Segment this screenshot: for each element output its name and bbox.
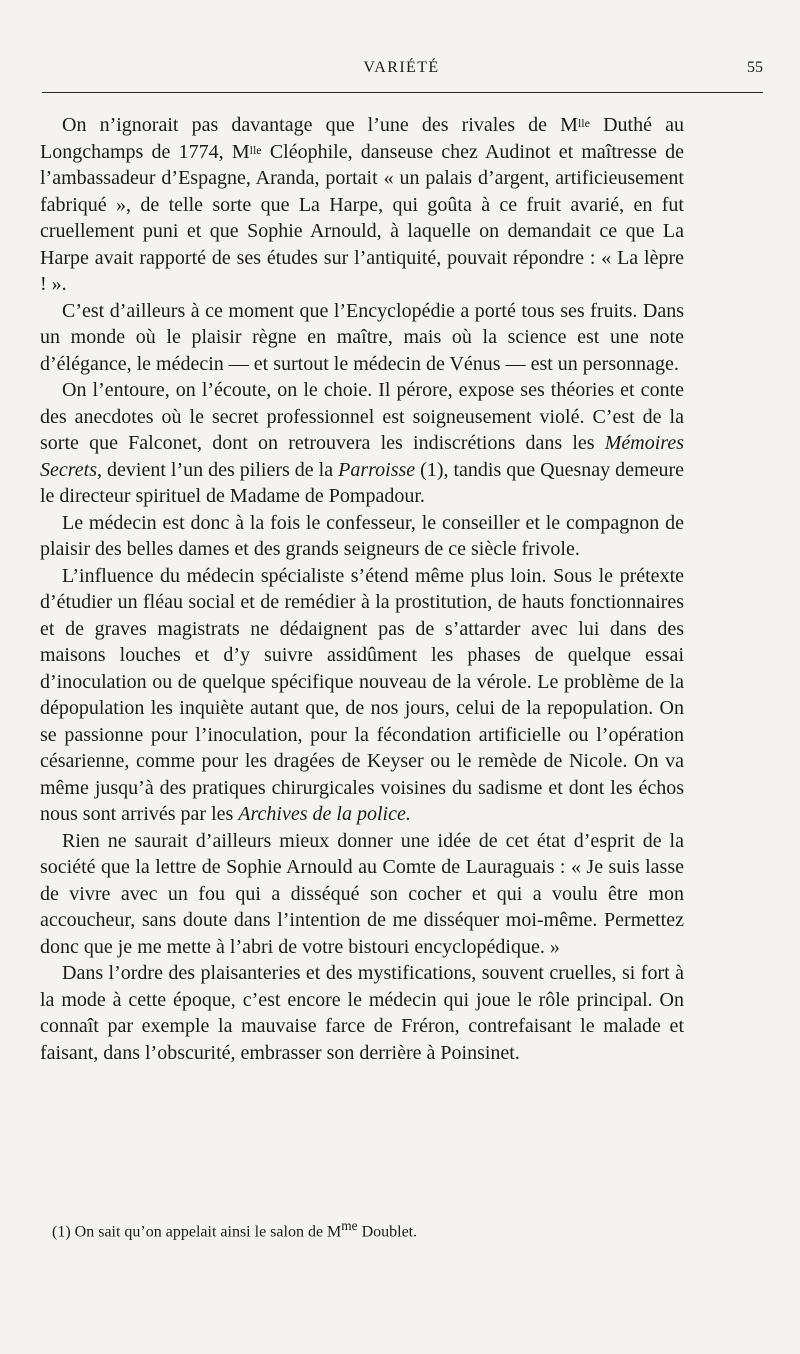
text-run: On n’ignorait pas davantage que l’une des rivales de M — [62, 114, 578, 136]
italic-text: Archives de la police. — [238, 803, 411, 825]
text-run: (1), tandis que Quesnay demeure le directeur spirituel de Madame de Pompadour. — [40, 458, 684, 507]
text-run: Le médecin est donc à la fois le confesseur, le conseiller et le compagnon de plaisir des belles dames et des grands seigneurs de ce siècle frivole. — [40, 511, 684, 560]
paragraph — [40, 563, 684, 828]
text-run: Rien ne saurait d’ailleurs mieux donner une idée de cet état d’esprit de la société que la lettre de Sophie Arnould au Comte de Lauraguais : « Je suis lasse de vivre avec un fou qui a disséqué son cocher et qui a voulu être mon accoucheur, sans doute dans l’intention de me disséquer moi-même. Permettez donc que je me mette à l’abri de votre bistouri encyclopédique. » — [40, 829, 684, 958]
footnote — [52, 1216, 752, 1242]
text-run: Dans l’ordre des plaisanteries et des mystifications, souvent cruelles, si fort à la mode à cette époque, c’est encore le médecin qui joue le rôle principal. On connaît par exemple la mauvaise farce de Fréron, contrefaisant le malade et faisant, dans l’obscurité, embrasser son derrière à Poinsinet. — [40, 962, 684, 1064]
running-title: VARIÉTÉ — [363, 59, 440, 76]
text-run: L’influence du médecin spécialiste s’étend même plus loin. Sous le prétexte d’étudier un fléau social et de remédier à la prostitution, de hauts fonctionnaires et de graves magistrats ne dédaignent pas de s’attarder avec lui dans des maisons louches et d’y suivre assidûment les phases de quelque essai d’inoculation ou de quelque spécifique nouveau de la vérole. Le problème de la dépopulation les inquiète autant que, de nos jours, celui de la repopulation. On se passionne pour l’inoculation, pour la fécondation artificielle ou l’opération césarienne, comme pour les dragées de Keyser ou le remède de Nicole. On va même jusqu’à des pratiques chirurgicales voisines du sadisme et dont les échos nous sont arrivés par les — [40, 564, 684, 825]
superscript: lle — [249, 142, 262, 157]
text-run: On l’entoure, on l’écoute, on le choie. Il pérore, expose ses théories et conte des anecdotes où le secret professionnel est soigneusement violé. C’est de la sorte que Falconet, dont on retrouvera les indiscrétions dans les — [40, 379, 684, 454]
text-run: Duthé au Longchamps de 1774, M — [40, 114, 684, 163]
page-header — [40, 55, 763, 81]
body-text — [40, 112, 684, 1066]
footnote-superscript: me — [341, 1218, 358, 1233]
paragraph — [40, 112, 684, 298]
italic-text: Mémoires Secrets, — [40, 432, 684, 481]
superscript: lle — [577, 116, 590, 130]
paragraph — [40, 510, 684, 563]
paragraph — [40, 298, 684, 378]
text-run: Cléophile, danseuse chez Audinot et maîtresse de l’ambassadeur d’Espagne, Aranda, portait « un palais d’argent, artificieusement fabriqué », de telle sorte que La Harpe, qui goûta à ce fruit avarié, en fut cruellement puni et que Sophie Arnould, à laquelle on demandait ce que La Harpe avait rapporté de ses études sur l’antiquité, pouvait répondre : « La lèpre ! ». — [40, 140, 684, 295]
header-rule — [42, 92, 763, 93]
footnote-text-before: On sait qu’on appelait ainsi le salon de M — [74, 1223, 342, 1241]
paragraph — [40, 960, 684, 1066]
footnote-marker: (1) — [52, 1223, 71, 1241]
paragraph — [40, 828, 684, 961]
page-number: 55 — [747, 59, 763, 76]
text-run: C’est d’ailleurs à ce moment que l’Encyclopédie a porté tous ses fruits. Dans un monde où le plaisir règne en maître, mais où la science est une note d’élégance, le médecin — et surtout le médecin de Vénus — est un personnage. — [40, 299, 684, 375]
footnote-text-after: Doublet. — [357, 1223, 418, 1241]
text-run: devient l’un des piliers de la — [102, 458, 339, 481]
paragraph — [40, 377, 684, 510]
italic-text: Parroisse — [338, 458, 416, 481]
